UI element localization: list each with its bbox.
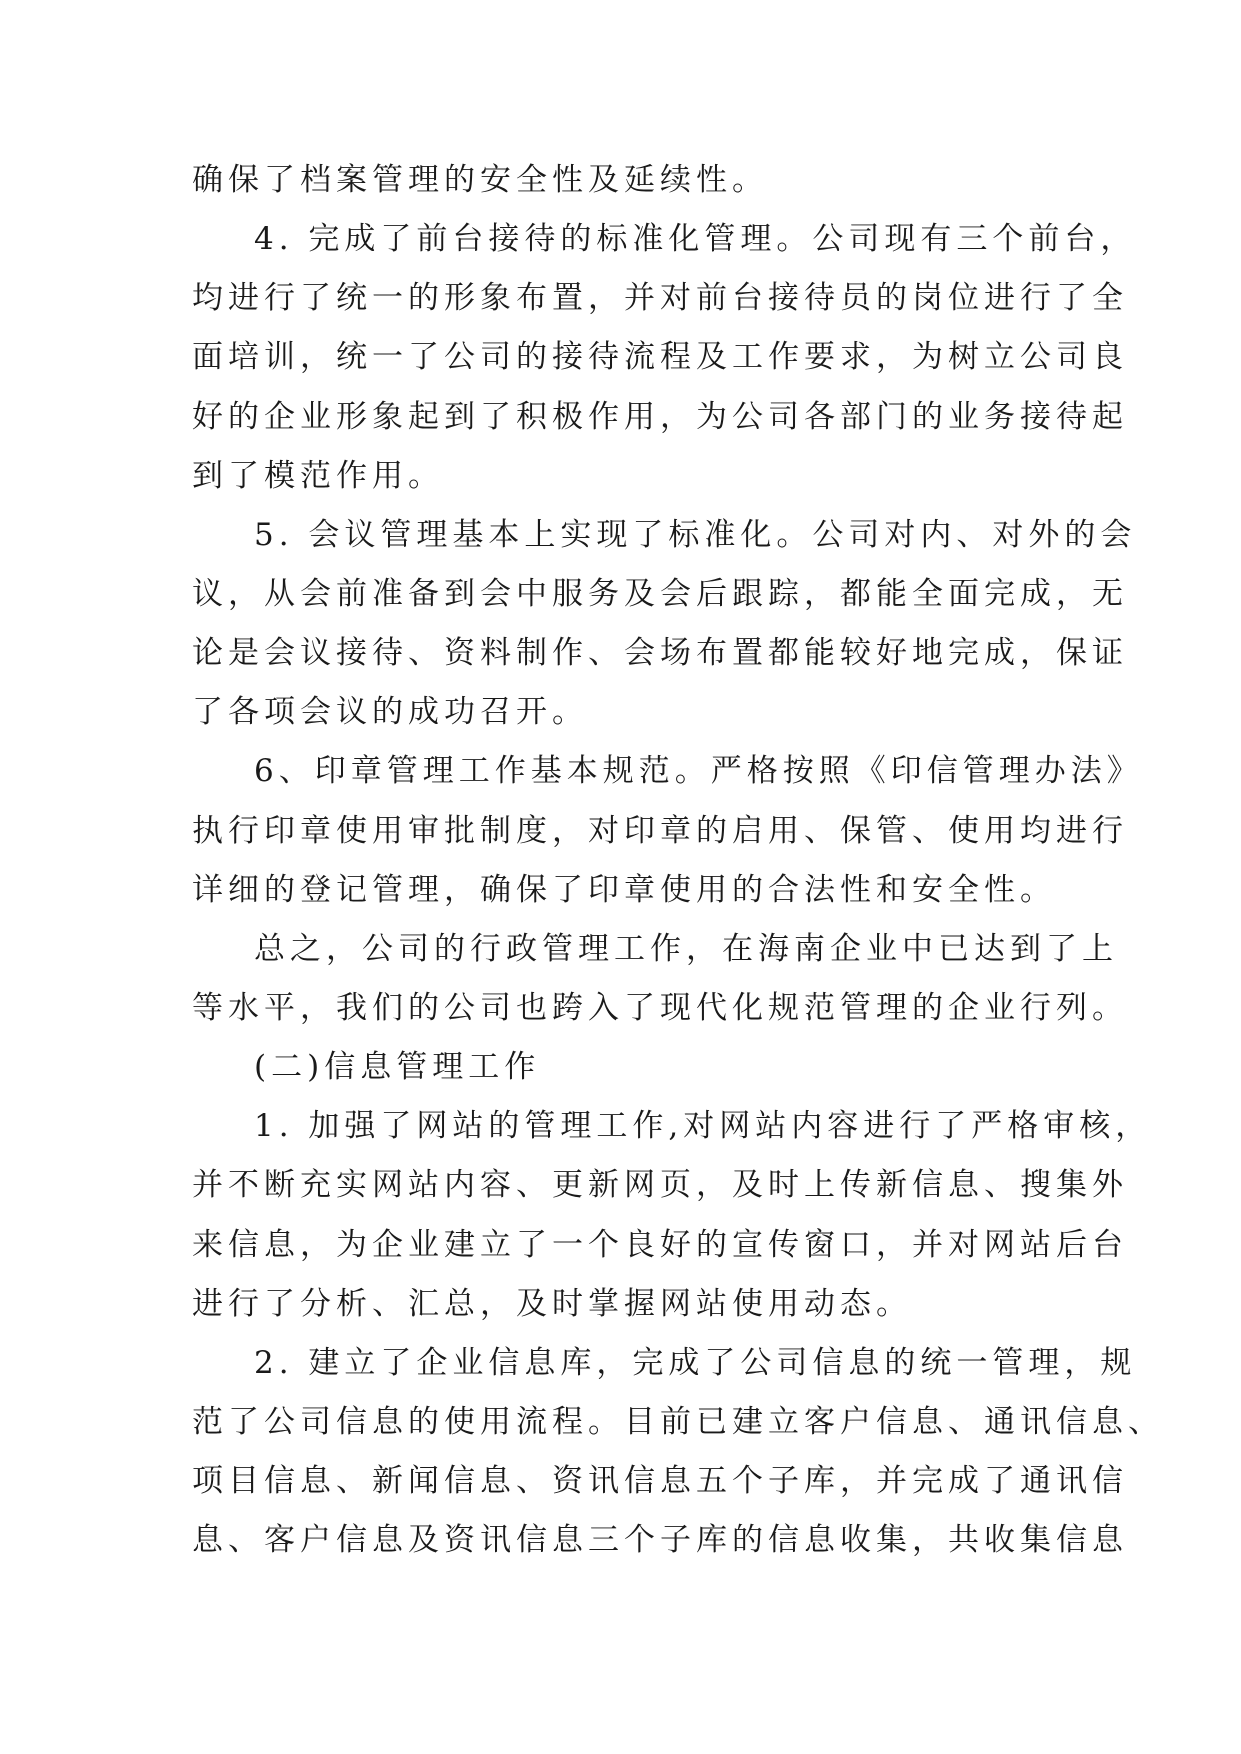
paragraph-line: 进行了分析、汇总，及时掌握网站使用动态。 [192,1285,912,1322]
paragraph-line: 议，从会前准备到会中服务及会后跟踪，都能全面完成，无 [192,575,1128,612]
section-heading: (二)信息管理工作 [254,1049,541,1086]
paragraph-line: 均进行了统一的形象布置，并对前台接待员的岗位进行了全 [192,280,1128,317]
paragraph-line: 论是会议接待、资料制作、会场布置都能较好地完成，保证 [192,635,1128,672]
paragraph-line: 6、印章管理工作基本规范。严格按照《印信管理办法》 [254,753,1143,790]
paragraph-line: 1. 加强了网站的管理工作,对网站内容进行了严格审核， [254,1108,1152,1145]
paragraph-line: 详细的登记管理，确保了印章使用的合法性和安全性。 [192,871,1056,908]
paragraph-line: 项目信息、新闻信息、资讯信息五个子库，并完成了通讯信 [192,1463,1128,1500]
paragraph-line: 并不断充实网站内容、更新网页，及时上传新信息、搜集外 [192,1167,1128,1204]
paragraph-line: 来信息，为企业建立了一个良好的宣传窗口，并对网站后台 [192,1226,1128,1263]
paragraph-line: 范了公司信息的使用流程。目前已建立客户信息、通讯信息、 [192,1403,1164,1440]
paragraph-line: 等水平，我们的公司也跨入了现代化规范管理的企业行列。 [192,989,1128,1026]
paragraph-line: 好的企业形象起到了积极作用，为公司各部门的业务接待起 [192,398,1128,435]
paragraph-line: 息、客户信息及资讯信息三个子库的信息收集，共收集信息 [192,1522,1128,1559]
paragraph-line: 了各项会议的成功召开。 [192,694,588,731]
paragraph-line: 确保了档案管理的安全性及延续性。 [192,162,768,198]
paragraph-line: 4. 完成了前台接待的标准化管理。公司现有三个前台， [254,221,1137,258]
paragraph-line: 执行印章使用审批制度，对印章的启用、保管、使用均进行 [192,812,1128,849]
paragraph-line: 到了模范作用。 [192,457,444,494]
paragraph-line: 面培训，统一了公司的接待流程及工作要求，为树立公司良 [192,339,1128,376]
paragraph-line: 5. 会议管理基本上实现了标准化。公司对内、对外的会 [254,516,1137,553]
paragraph-line: 2. 建立了企业信息库，完成了公司信息的统一管理，规 [254,1344,1137,1381]
paragraph-line: 总之，公司的行政管理工作，在海南企业中已达到了上 [254,930,1118,967]
document-body [192,151,1164,1570]
